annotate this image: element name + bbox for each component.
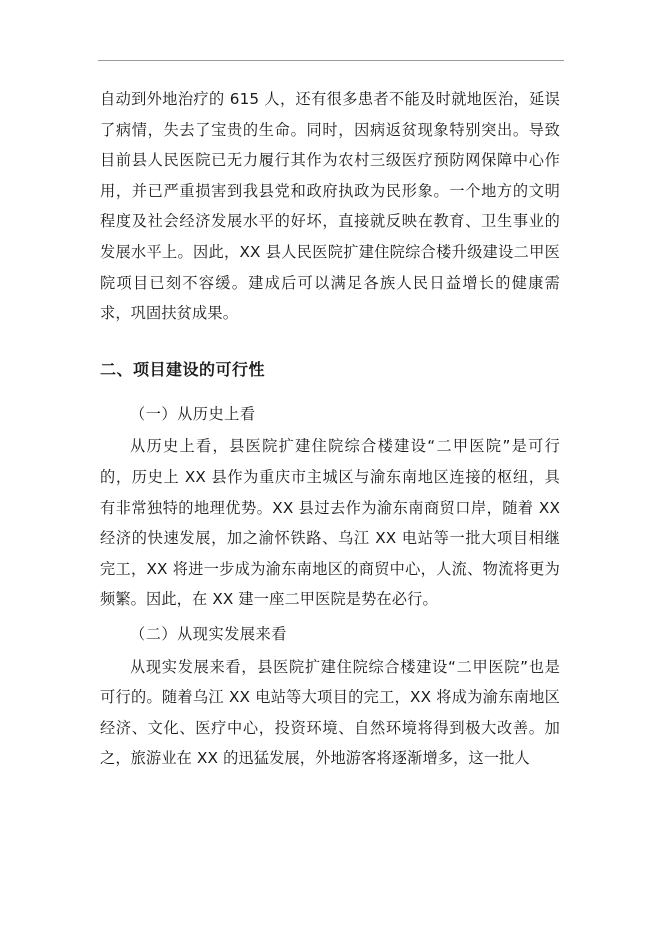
subsection-2-heading: （二）从现实发展来看 xyxy=(130,624,287,643)
header-rule xyxy=(98,60,564,61)
intro-paragraph: 自动到外地治疗的 615 人，还有很多患者不能及时就地医治，延误了病情，失去了宝贵的生命。同时，因病返贫现象特别突出。导致目前县人民医院已无力履行其作为农村三级医疗预防网保障中心作用，并已严重损害到我县党和政府执政为民形象。一个地方的文明程度及社会经济发展水平的好坏，直接就反映在教育、卫生事业的发展水平上。因此，XX 县人民医院扩建住院综合楼升级建设二甲医院项目已刻不容缓。建成后可以满足各族人民日益增长的健康需求，巩固扶贫成果。 xyxy=(100,90,560,323)
document-body xyxy=(100,84,560,774)
subsection-1-paragraph: 从历史上看，县医院扩建住院综合楼建设“二甲医院”是可行的，历史上 XX 县作为重庆市主城区与渝东南地区连接的枢纽，具有非常独特的地理优势。XX 县过去作为渝东南商贸口岸，随着 XX 经济的快速发展，加之渝怀铁路、乌江 XX 电站等一批大项目相继完工，XX 将进一步成为渝东南地区的商贸中心，人流、物流将更为频繁。因此，在 XX 建一座二甲医院是势在必行。 xyxy=(100,437,560,609)
section-heading: 二、项目建设的可行性 xyxy=(100,359,266,379)
subsection-1-heading: （一）从历史上看 xyxy=(130,404,256,423)
subsection-2-paragraph: 从现实发展来看，县医院扩建住院综合楼建设“二甲医院”也是可行的。随着乌江 XX 电站等大项目的完工，XX 将成为渝东南地区经济、文化、医疗中心，投资环境、自然环境将得到极大改善。加之，旅游业在 XX 的迅猛发展，外地游客将逐渐增多，这一批人 xyxy=(100,657,560,768)
